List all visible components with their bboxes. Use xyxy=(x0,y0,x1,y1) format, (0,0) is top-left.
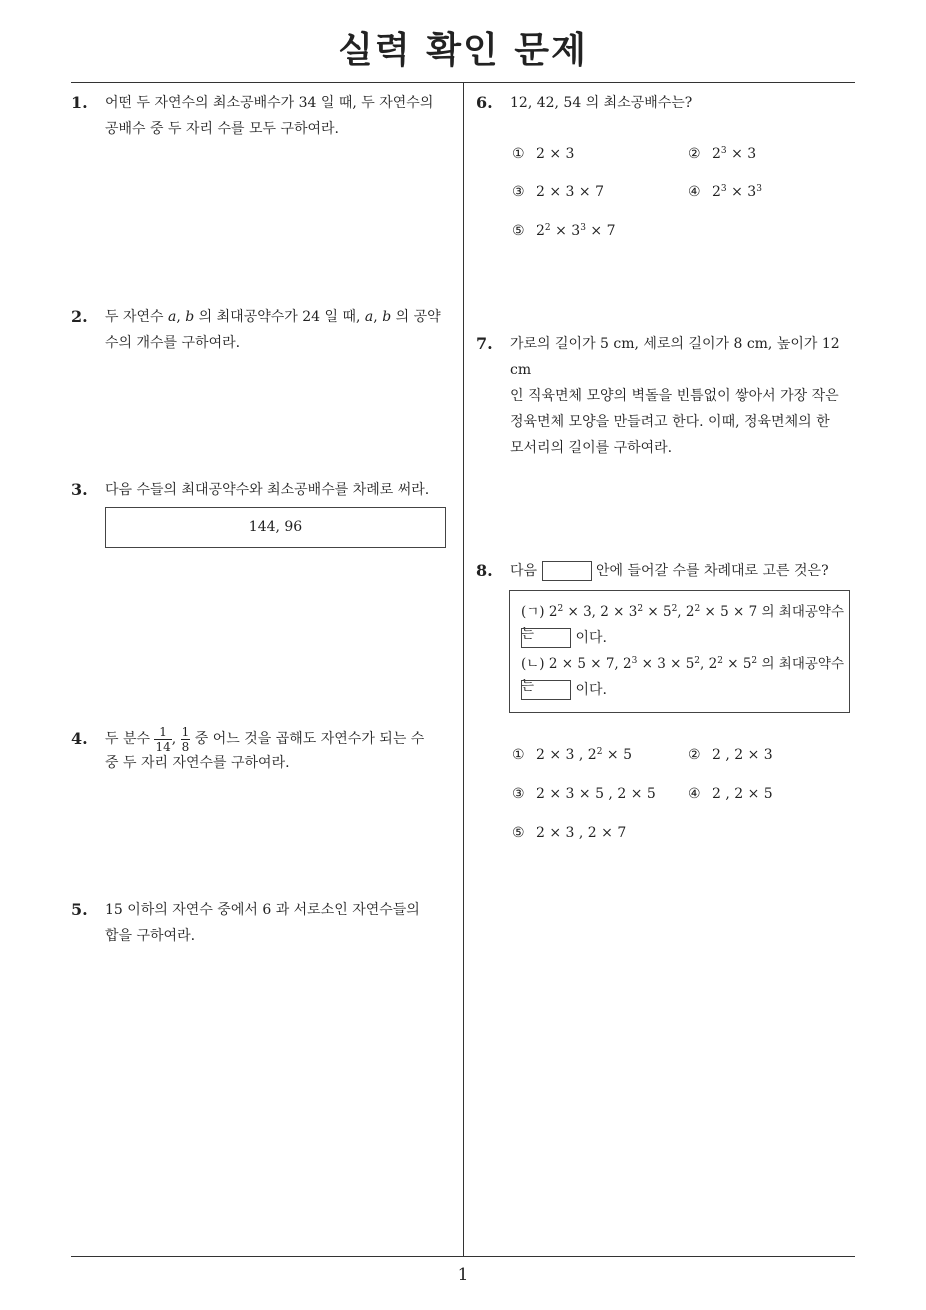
choice-2[interactable]: ② 2 , 2 × 3 xyxy=(688,747,773,763)
fraction: $\frac{1}{14}$ xyxy=(155,724,171,754)
question-number: 2. xyxy=(71,307,88,326)
question-text: 인 직육면체 모양의 벽돌을 빈틈없이 쌓아서 가장 작은 xyxy=(510,388,839,404)
page-number: 1 xyxy=(457,1265,469,1285)
question-text: 12, 42, 54 의 최소공배수는? xyxy=(510,95,693,111)
answer-blank xyxy=(521,628,571,648)
question-6 xyxy=(476,90,856,116)
condition-box xyxy=(509,590,850,713)
fraction: $\frac{1}{8}$ xyxy=(181,724,190,754)
condition-b-tail: 이다. xyxy=(521,679,607,701)
choice-1[interactable]: ① 2 × 3 xyxy=(512,146,575,162)
answer-blank xyxy=(542,561,592,581)
choice-5[interactable]: ⑤ $2^2 \times 3^3 \times 7$ xyxy=(512,223,616,239)
question-text: 다음 안에 들어갈 수를 차례대로 고른 것은? xyxy=(510,563,829,579)
question-number: 6. xyxy=(476,93,493,112)
choice-4[interactable]: ④ 2 , 2 × 5 xyxy=(688,786,773,802)
choice-1[interactable]: ① 2 × 3 , $2^2 \times 5$ xyxy=(512,747,632,763)
question-text: 모서리의 길이를 구하여라. xyxy=(510,440,673,456)
question-text: 중 두 자리 자연수를 구하여라. xyxy=(105,755,290,771)
condition-a: (ㄱ) $2^2 \times 3$, $2 \times 3^2 \times 5^2$, $2^2 \times 5 \times 7$ 의 최대공약수는 xyxy=(521,604,844,642)
question-number: 4. xyxy=(71,729,88,748)
question-text: 다음 수들의 최대공약수와 최소공배수를 차례로 써라. xyxy=(105,482,430,498)
choice-5[interactable]: ⑤ 2 × 3 , 2 × 7 xyxy=(512,825,627,841)
question-1 xyxy=(71,90,461,142)
question-number: 3. xyxy=(71,480,88,499)
question-text: 어떤 두 자연수의 최소공배수가 34 일 때, 두 자연수의 xyxy=(105,95,434,111)
question-text: 두 자연수 a, b 의 최대공약수가 24 일 때, a, b 의 공약 xyxy=(105,309,441,325)
question-text: 15 이하의 자연수 중에서 6 과 서로소인 자연수들의 xyxy=(105,902,420,918)
question-number: 8. xyxy=(476,561,493,580)
question-8 xyxy=(476,558,861,584)
column-divider xyxy=(463,83,464,1257)
page-title: 실력 확인 문제 xyxy=(338,30,588,71)
question-number: 1. xyxy=(71,93,88,112)
condition-a-tail: 이다. xyxy=(521,627,607,649)
question-text: 두 분수 $\frac{1}{14}$ , $\frac{1}{8}$ 중 어느 것을 곱해도 자연수가 되는 수 xyxy=(105,724,425,754)
choice-4[interactable]: ④ $2^3 \times 3^3$ xyxy=(688,184,762,200)
choice-2[interactable]: ② $2^3 \times 3$ xyxy=(688,146,757,162)
number-box: 144, 96 xyxy=(105,507,446,548)
question-number: 7. xyxy=(476,334,493,353)
question-3 xyxy=(71,477,461,503)
question-text: 수의 개수를 구하여라. xyxy=(105,335,241,351)
question-text: 가로의 길이가 5 cm, 세로의 길이가 8 cm, 높이가 12 cm xyxy=(510,336,840,378)
condition-b: (ㄴ) 2 × 5 × 7, $2^3 \times 3 \times 5^2$, $2^2 \times 5^2$ 의 최대공약수는 xyxy=(521,656,844,694)
answer-blank xyxy=(521,680,571,700)
question-2 xyxy=(71,304,461,356)
question-number: 5. xyxy=(71,900,88,919)
question-7 xyxy=(476,331,861,461)
choice-3[interactable]: ③ 2 × 3 × 5 , 2 × 5 xyxy=(512,786,656,802)
question-text: 정육면체 모양을 만들려고 한다. 이때, 정육면체의 한 xyxy=(510,414,830,430)
footer-rule xyxy=(71,1256,855,1257)
question-4 xyxy=(71,722,461,776)
choice-3[interactable]: ③ 2 × 3 × 7 xyxy=(512,184,604,200)
question-text: 공배수 중 두 자리 수를 모두 구하여라. xyxy=(105,121,340,137)
question-text: 합을 구하여라. xyxy=(105,928,196,944)
question-5 xyxy=(71,897,461,949)
